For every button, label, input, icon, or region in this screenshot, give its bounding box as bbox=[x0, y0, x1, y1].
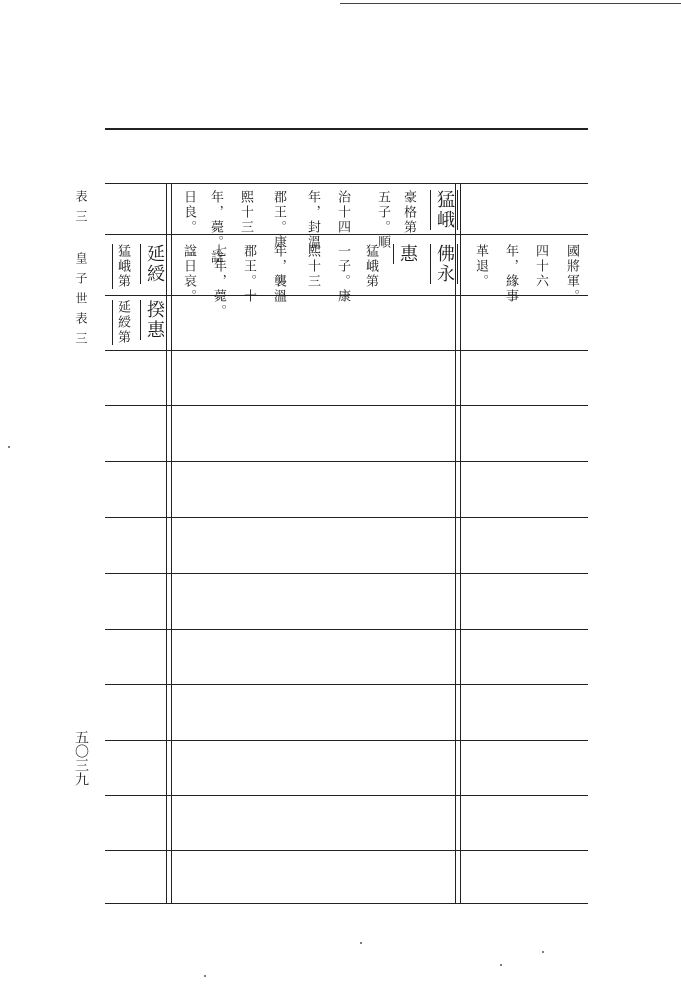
row-rule-4 bbox=[105, 405, 588, 406]
table-top-rule bbox=[105, 128, 588, 130]
row-rule-6 bbox=[105, 517, 588, 518]
scan-speck bbox=[360, 942, 362, 944]
row-rule-3 bbox=[105, 350, 588, 351]
right-text-col3: 年，緣事 bbox=[503, 244, 518, 304]
col-rule-left-a bbox=[166, 183, 167, 903]
row2-name-yanshou: 延綬 bbox=[140, 244, 165, 284]
row2-name-hui: 惠 bbox=[393, 244, 418, 264]
row1-text-col2: 五子。順 bbox=[375, 190, 390, 250]
col-rule-left-b bbox=[171, 183, 172, 903]
row2-text-col4: 年，襲溫 bbox=[271, 244, 286, 304]
row-rule-9 bbox=[105, 684, 588, 685]
row1-text-col1: 豪格第 bbox=[401, 190, 416, 235]
table-bottom-rule bbox=[105, 903, 588, 904]
right-text-col1: 國將軍。 bbox=[564, 244, 579, 304]
row-rule-10 bbox=[105, 740, 588, 741]
row3-name-kuihui: 揆惠 bbox=[140, 300, 165, 340]
row-rule-12 bbox=[105, 850, 588, 851]
row2-text-col5: 郡王。十 bbox=[241, 244, 256, 304]
col-rule-right-b bbox=[460, 183, 461, 903]
page-title: 皇子世表三 bbox=[74, 252, 88, 352]
row1-text-col6: 熙十三 bbox=[238, 190, 253, 235]
row2-sub-yanshou: 猛峨第 bbox=[112, 244, 130, 289]
col-rule-right-a bbox=[455, 183, 456, 903]
row2-text-col2: 一子。康 bbox=[335, 244, 350, 304]
row2-text-col7: 諡日哀。 bbox=[181, 244, 196, 304]
row-rule-11 bbox=[105, 795, 588, 796]
row1-text-col5: 郡王。康 bbox=[271, 190, 286, 250]
scan-speck bbox=[542, 951, 544, 953]
side-label: 表三 bbox=[74, 190, 88, 230]
right-text-col4: 革退。 bbox=[473, 244, 488, 289]
row2-text-col6: 七年，薨。 bbox=[211, 244, 226, 319]
row1-text-col4: 年，封溫 bbox=[305, 190, 320, 250]
page-number: 五〇三九 bbox=[73, 730, 89, 786]
row1-text-col7: 年，薨。諡 bbox=[208, 190, 223, 265]
row1-text-col8: 日良。 bbox=[181, 190, 196, 235]
row-rule-5 bbox=[105, 461, 588, 462]
row-rule-8 bbox=[105, 629, 588, 630]
row2-text-col1: 猛峨第 bbox=[363, 244, 378, 289]
row2-name-foyong: 佛永 bbox=[430, 244, 458, 284]
row1-name-mengeh: 猛峨 bbox=[430, 190, 458, 230]
scan-speck bbox=[500, 964, 502, 966]
scan-speck bbox=[204, 975, 206, 977]
header-rule bbox=[105, 183, 588, 184]
row3-sub-kuihui: 延綬第 bbox=[112, 300, 130, 345]
right-text-col2: 四十六 bbox=[533, 244, 548, 289]
scan-speck bbox=[8, 446, 10, 448]
row1-text-col3: 治十四 bbox=[335, 190, 350, 235]
row-rule-7 bbox=[105, 573, 588, 574]
row2-text-col3: 熙十三 bbox=[305, 244, 320, 289]
top-rule bbox=[340, 3, 681, 4]
